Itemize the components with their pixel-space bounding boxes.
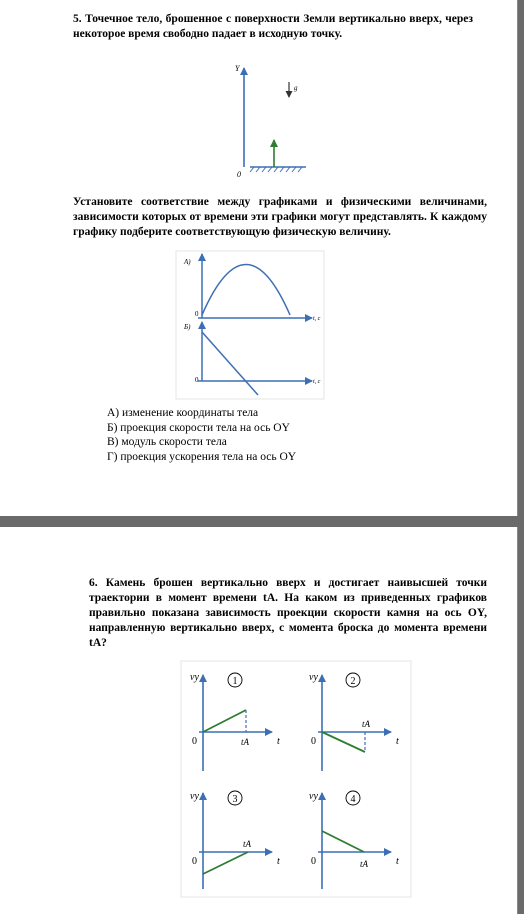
answer-option: Г) проекция ускорения тела на ось OY	[107, 450, 297, 463]
graph-1	[190, 672, 280, 771]
answer-options	[107, 406, 296, 464]
graph-2-velocity-line	[322, 732, 365, 752]
graph-a-curve	[202, 265, 290, 316]
graph-b-origin: 0	[195, 376, 199, 384]
graph-b-label: Б)	[184, 323, 191, 331]
graph-1-origin: 0	[192, 736, 197, 747]
gravity-label: g	[294, 84, 298, 92]
graph-3	[190, 791, 280, 889]
graph-1-x-label: t	[277, 736, 280, 747]
graph-2-x-label: t	[396, 736, 399, 747]
graph-3-origin: 0	[192, 856, 197, 867]
graph-a-x-label: t, c	[313, 316, 321, 322]
graph-3-number: 3	[232, 794, 238, 805]
y-axis-label: Y	[235, 64, 240, 73]
answer-option: А) изменение координаты тела	[107, 407, 259, 419]
graph-a-label: А)	[184, 258, 191, 266]
graphs-frame	[181, 661, 411, 897]
graph-3-x-label: t	[277, 856, 280, 867]
graph-b-x-label: t, c	[313, 379, 321, 385]
graph-1-y-label: vy	[190, 672, 199, 683]
graph-4	[309, 791, 399, 889]
task5-instructions: Установите соответствие между графиками и физическими величинами, зависимости которых от времени эти графики могут представлять. К каждому графику подберите соответствующую физическую величину.	[73, 196, 487, 238]
answer-option: В) модуль скорости тела	[107, 436, 227, 448]
graph-4-velocity-line	[322, 831, 364, 852]
answer-option: Б) проекция скорости тела на ось OY	[107, 421, 290, 434]
velocity-graphs	[0, 527, 524, 914]
task6-statement: 6. Камень брошен вертикально вверх и достигает наивысшей точки траектории в момент времени tA. На каком из приведенных графиков правильно показана зависимость проекции скорости камня на ось OY, направленную вертикально вверх, с момента броска до момента времени tA?	[89, 577, 487, 649]
graph-1-number: 1	[232, 676, 238, 687]
graph-1-velocity-line	[203, 710, 246, 732]
graph-2-tA-label: tA	[362, 719, 370, 729]
graph-4-x-label: t	[396, 856, 399, 867]
graph-b-line	[202, 332, 258, 395]
graph-4-y-label: vy	[309, 791, 318, 802]
graph-2-origin: 0	[311, 736, 316, 747]
task5-statement: 5. Точечное тело, брошенное с поверхности Земли вертикально вверх, через некоторое время свободно падает в исходную точку.	[73, 13, 473, 40]
graph-4-origin: 0	[311, 856, 316, 867]
graph-4-number: 4	[350, 794, 356, 805]
graph-3-velocity-line	[203, 852, 248, 874]
origin-label: 0	[237, 170, 241, 179]
graph-2-number: 2	[350, 676, 356, 687]
graph-2-y-label: vy	[309, 672, 318, 683]
graph-2	[309, 672, 399, 771]
graph-1-tA-label: tA	[241, 737, 249, 747]
graph-3-tA-label: tA	[243, 839, 251, 849]
page-2	[0, 527, 518, 914]
graph-4-tA-label: tA	[360, 859, 368, 869]
graph-a-origin: 0	[195, 310, 199, 318]
graph-3-y-label: vy	[190, 791, 199, 802]
